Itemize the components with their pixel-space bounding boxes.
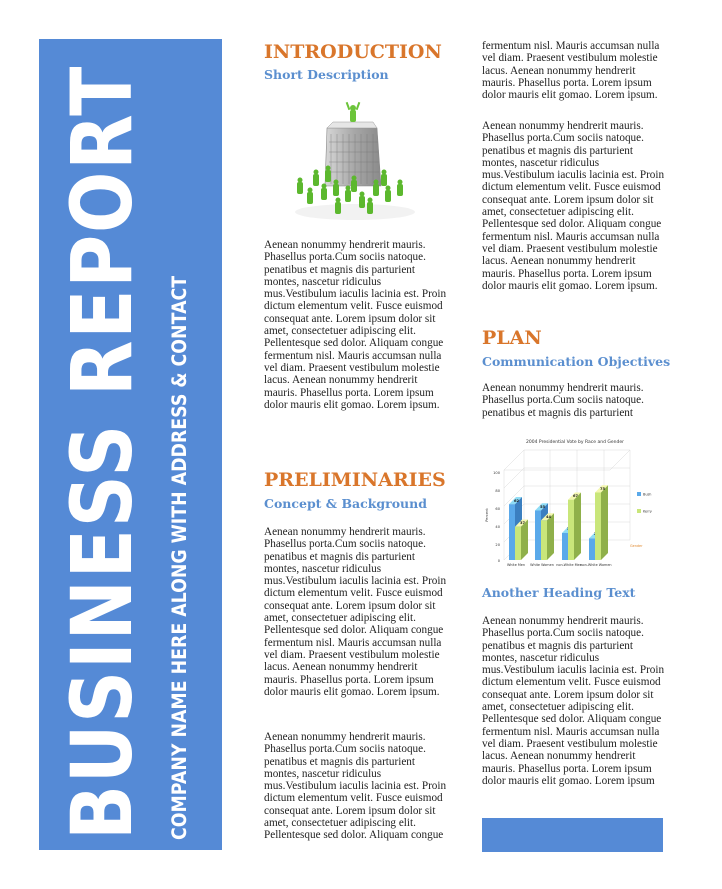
y-axis-ticks bbox=[493, 471, 501, 563]
svg-text:non-White Women: non-White Women bbox=[580, 563, 612, 567]
svg-text:37: 37 bbox=[520, 521, 526, 525]
svg-text:White Men: White Men bbox=[506, 563, 526, 567]
chart-title: 2004 Presidential Vote by Race and Gender bbox=[526, 440, 624, 445]
plan-subheading: Communication Objectives bbox=[482, 354, 671, 369]
svg-text:Kerry: Kerry bbox=[643, 509, 652, 514]
plan-heading: PLAN bbox=[482, 327, 542, 349]
preliminaries-heading: PRELIMINARIES bbox=[264, 469, 446, 491]
y-axis-label: Percent bbox=[485, 508, 489, 522]
continued-paragraph: fermentum nisl. Mauris accumsan nulla vel diam. Praesent vestibulum molestie lacus. Aenean nonummy hendrerit mauris. Phasellus porta. Lorem ipsum dolor mauris elit gomao. Lorem ipsum. bbox=[482, 40, 660, 102]
chart-legend bbox=[637, 492, 652, 514]
preliminaries-section bbox=[264, 468, 459, 512]
company-subtitle: COMPANY NAME HERE ALONG WITH ADDRESS & CONTACT bbox=[168, 275, 191, 840]
right-paragraph-2: Aenean nonummy hendrerit mauris. Phasellus porta.Cum sociis natoque. penatibus et magnis dis parturient montes, nascetur ridiculus mus.Vestibulum iaculis lacinia est. Proin dictum elementum velit. Fusce euismod consequat ante. Lorem ipsum dolor sit amet, consectetuer adipiscing elit. Pellentesque sed dolor. Aliquam congue fermentum nisl. Mauris accumsan nulla vel diam. Praesent vestibulum molestie lacus. Aenean nonummy hendrerit mauris. Phasellus porta. Lorem ipsum dolor mauris elit gomao. Lorem ipsum. bbox=[482, 120, 665, 292]
footer-accent-block bbox=[482, 818, 663, 852]
people-around-building-icon bbox=[285, 100, 425, 225]
cover-sidebar bbox=[39, 39, 222, 850]
preliminaries-paragraph-1: Aenean nonummy hendrerit mauris. Phasellus porta.Cum sociis natoque. penatibus et magnis dis parturient montes, nascetur ridiculus mus.Vestibulum iaculis lacinia est. Proin dictum elementum velit. Fusce euismod consequat ante. Lorem ipsum dolor sit amet, consectetuer adipiscing elit. Pellentesque sed dolor. Aliquam congue fermentum nisl. Mauris accumsan nulla vel diam. Praesent vestibulum molestie lacus. Aenean nonummy hendrerit mauris. Phasellus porta. Lorem ipsum dolor mauris elit gomao. Lorem ipsum. bbox=[264, 526, 447, 698]
gender-annotation: Gender bbox=[630, 544, 643, 548]
report-title: BUSINESS REPORT bbox=[53, 64, 151, 840]
svg-text:62: 62 bbox=[514, 499, 520, 503]
svg-text:44: 44 bbox=[546, 515, 552, 519]
svg-text:75: 75 bbox=[600, 487, 606, 491]
x-axis-categories bbox=[507, 563, 612, 567]
svg-text:80: 80 bbox=[495, 489, 500, 493]
svg-text:60: 60 bbox=[495, 507, 500, 511]
svg-text:100: 100 bbox=[493, 471, 500, 475]
svg-text:20: 20 bbox=[495, 543, 500, 547]
svg-text:Bush: Bush bbox=[643, 492, 652, 497]
plan-paragraph: Aenean nonummy hendrerit mauris. Phasellus porta.Cum sociis natoque. penatibus et magnis dis parturient bbox=[482, 382, 644, 419]
rotated-title-block bbox=[39, 39, 222, 850]
preliminaries-subheading: Concept & Background bbox=[264, 496, 427, 511]
introduction-section bbox=[264, 40, 459, 83]
introduction-paragraph: Aenean nonummy hendrerit mauris. Phasellus porta.Cum sociis natoque. penatibus et magnis dis parturient montes, nascetur ridiculus mus.Vestibulum iaculis lacinia est. Proin dictum elementum velit. Fusce euismod consequat ante. Lorem ipsum dolor sit amet, consectetuer adipiscing elit. Pellentesque sed dolor. Aliquam congue fermentum nisl. Mauris accumsan nulla vel diam. Praesent vestibulum molestie lacus. Aenean nonummy hendrerit mauris. Phasellus porta. Lorem ipsum dolor mauris elit gomao. Lorem ipsum. bbox=[264, 239, 447, 411]
another-paragraph: Aenean nonummy hendrerit mauris. Phasellus porta.Cum sociis natoque. penatibus et magnis dis parturient montes, nascetur ridiculus mus.Vestibulum iaculis lacinia est. Proin dictum elementum velit. Fusce euismod consequat ante. Lorem ipsum dolor sit amet, consectetuer adipiscing elit. Pellentesque sed dolor. Aliquam congue fermentum nisl. Mauris accumsan nulla vel diam. Praesent vestibulum molestie lacus. Aenean nonummy hendrerit mauris. Phasellus porta. Lorem ipsum dolor mauris elit gomao. Lorem ipsum bbox=[482, 615, 665, 787]
vote-bar-chart bbox=[480, 435, 670, 570]
introduction-subheading: Short Description bbox=[264, 67, 389, 82]
introduction-heading: INTRODUCTION bbox=[264, 41, 442, 63]
svg-text:40: 40 bbox=[495, 525, 500, 529]
plan-section bbox=[482, 326, 677, 370]
svg-text:0: 0 bbox=[497, 559, 500, 563]
another-subheading: Another Heading Text bbox=[482, 585, 636, 600]
preliminaries-paragraph-2: Aenean nonummy hendrerit mauris. Phasellus porta.Cum sociis natoque. penatibus et magnis dis parturient montes, nascetur ridiculus mus.Vestibulum iaculis lacinia est. Proin dictum elementum velit. Fusce euismod consequat ante. Lorem ipsum dolor sit amet, consectetuer adipiscing elit. Pellentesque sed dolor. Aliquam congue bbox=[264, 731, 447, 842]
svg-text:67: 67 bbox=[573, 494, 579, 498]
svg-text:55: 55 bbox=[540, 505, 546, 509]
svg-text:non-White Men: non-White Men bbox=[556, 563, 582, 567]
svg-text:White Women: White Women bbox=[530, 563, 554, 567]
